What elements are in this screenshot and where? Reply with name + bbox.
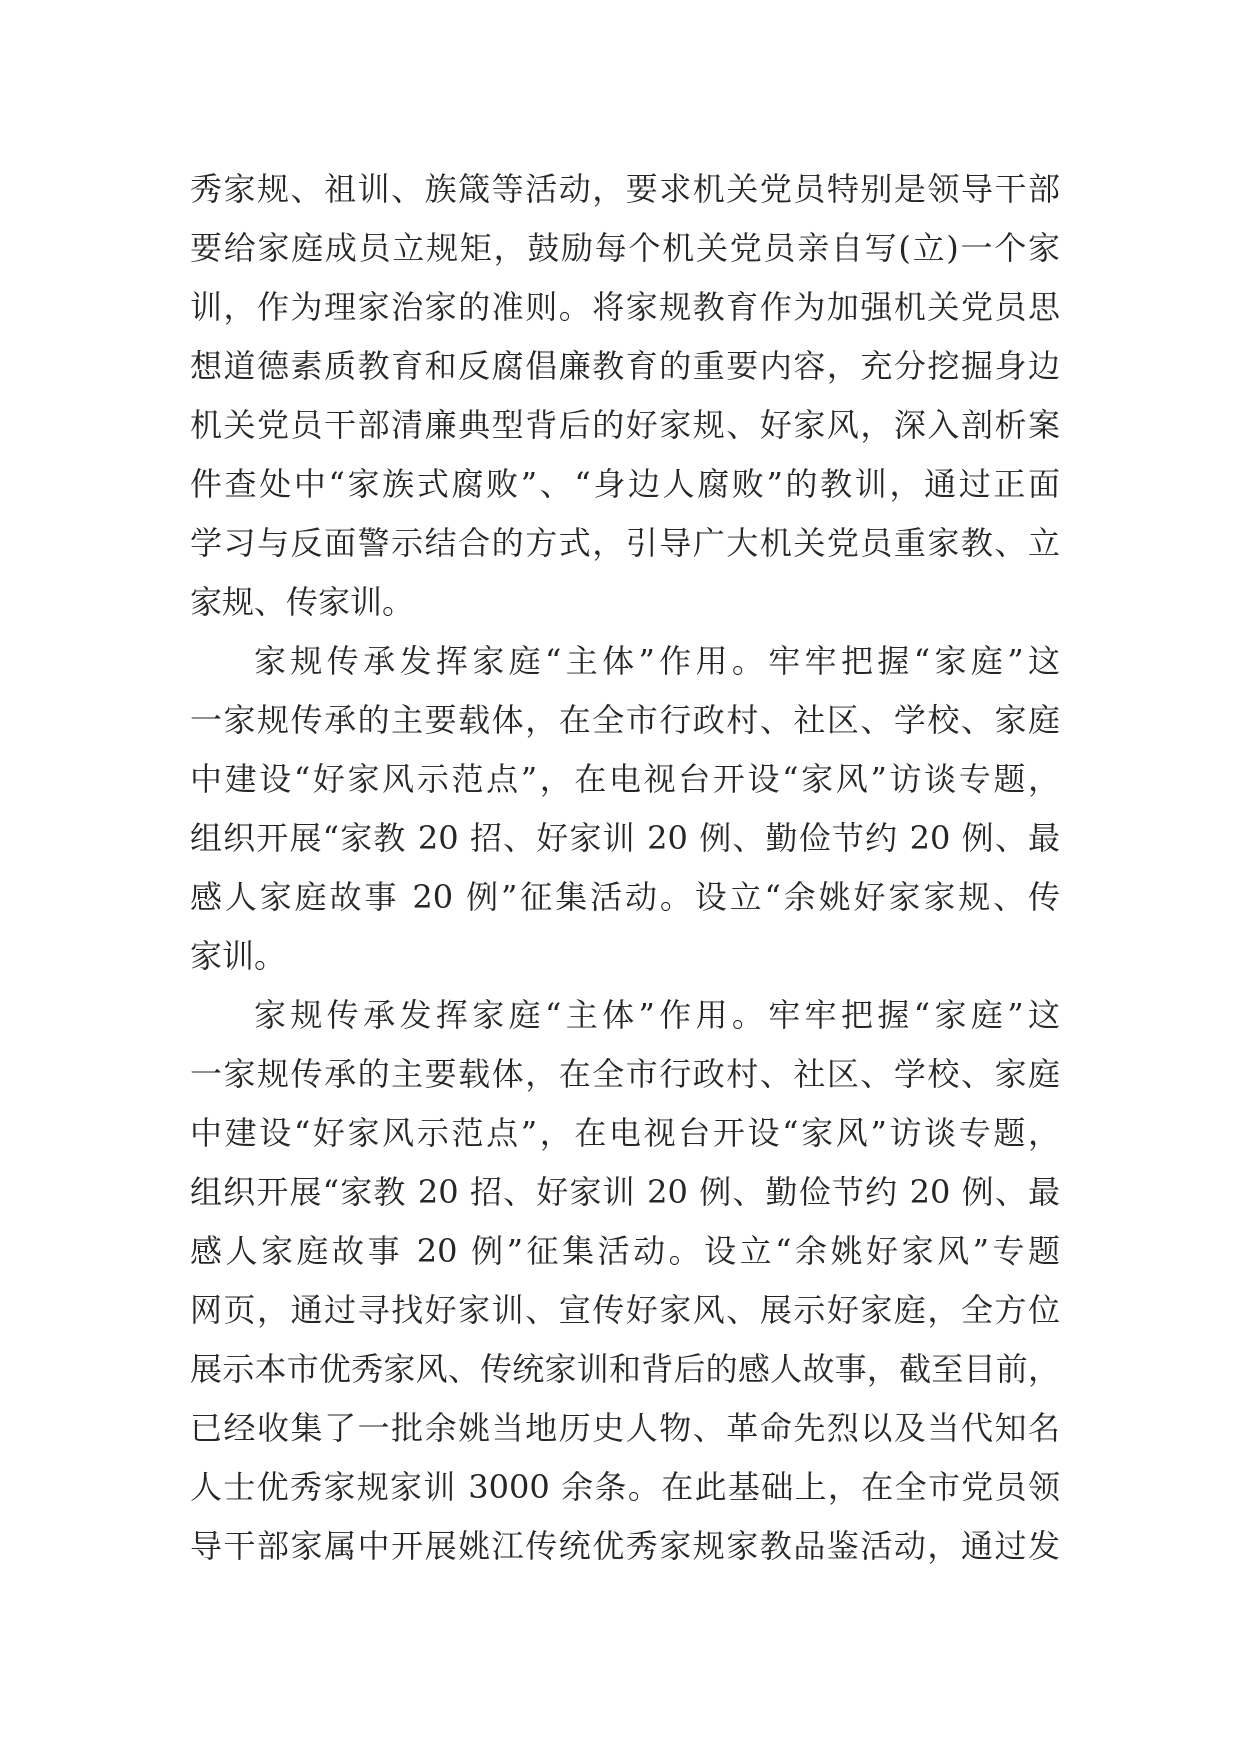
text-line: 学习与反面警示结合的方式，引导广大机关党员重家教、立 xyxy=(190,524,1060,562)
text-line: 秀家规、祖训、族箴等活动，要求机关党员特别是领导干部 xyxy=(190,170,1060,208)
text-line: 一家规传承的主要载体，在全市行政村、社区、学校、家庭 xyxy=(190,1055,1060,1093)
text-line: 导干部家属中开展姚江传统优秀家规家教品鉴活动，通过发 xyxy=(190,1527,1060,1565)
text-line: 家规传承发挥家庭“主体”作用。牢牢把握“家庭”这 xyxy=(254,642,1060,680)
text-line: 件查处中“家族式腐败”、“身边人腐败”的教训，通过正面 xyxy=(190,465,1060,503)
text-line: 人士优秀家规家训 3000 余条。在此基础上，在全市党员领 xyxy=(190,1468,1060,1506)
text-line: 家训。 xyxy=(190,937,287,975)
text-line: 一家规传承的主要载体，在全市行政村、社区、学校、家庭 xyxy=(190,701,1060,739)
text-line: 感人家庭故事 20 例”征集活动。设立“余姚好家家规、传 xyxy=(190,878,1060,916)
text-line: 想道德素质教育和反腐倡廉教育的重要内容，充分挖掘身边 xyxy=(190,347,1060,385)
text-line: 家规、传家训。 xyxy=(190,583,415,621)
text-line: 家规传承发挥家庭“主体”作用。牢牢把握“家庭”这 xyxy=(254,996,1060,1034)
text-line: 中建设“好家风示范点”，在电视台开设“家风”访谈专题， xyxy=(190,1114,1060,1152)
text-line: 中建设“好家风示范点”，在电视台开设“家风”访谈专题， xyxy=(190,760,1060,798)
paragraph-3 xyxy=(190,986,1060,1576)
text-line: 要给家庭成员立规矩，鼓励每个机关党员亲自写(立)一个家 xyxy=(190,229,1060,267)
text-line: 感人家庭故事 20 例”征集活动。设立“余姚好家风”专题 xyxy=(190,1232,1060,1270)
text-line: 训，作为理家治家的准则。将家规教育作为加强机关党员思 xyxy=(190,288,1060,326)
text-line: 组织开展“家教 20 招、好家训 20 例、勤俭节约 20 例、最 xyxy=(190,1173,1060,1211)
paragraph-2 xyxy=(190,632,1060,986)
text-line: 网页，通过寻找好家训、宣传好家风、展示好家庭，全方位 xyxy=(190,1291,1060,1329)
document-body xyxy=(190,160,1060,1576)
text-line: 机关党员干部清廉典型背后的好家规、好家风，深入剖析案 xyxy=(190,406,1060,444)
paragraph-1 xyxy=(190,160,1060,632)
text-line: 已经收集了一批余姚当地历史人物、革命先烈以及当代知名 xyxy=(190,1409,1060,1447)
text-line: 展示本市优秀家风、传统家训和背后的感人故事，截至目前， xyxy=(190,1350,1060,1388)
text-line: 组织开展“家教 20 招、好家训 20 例、勤俭节约 20 例、最 xyxy=(190,819,1060,857)
